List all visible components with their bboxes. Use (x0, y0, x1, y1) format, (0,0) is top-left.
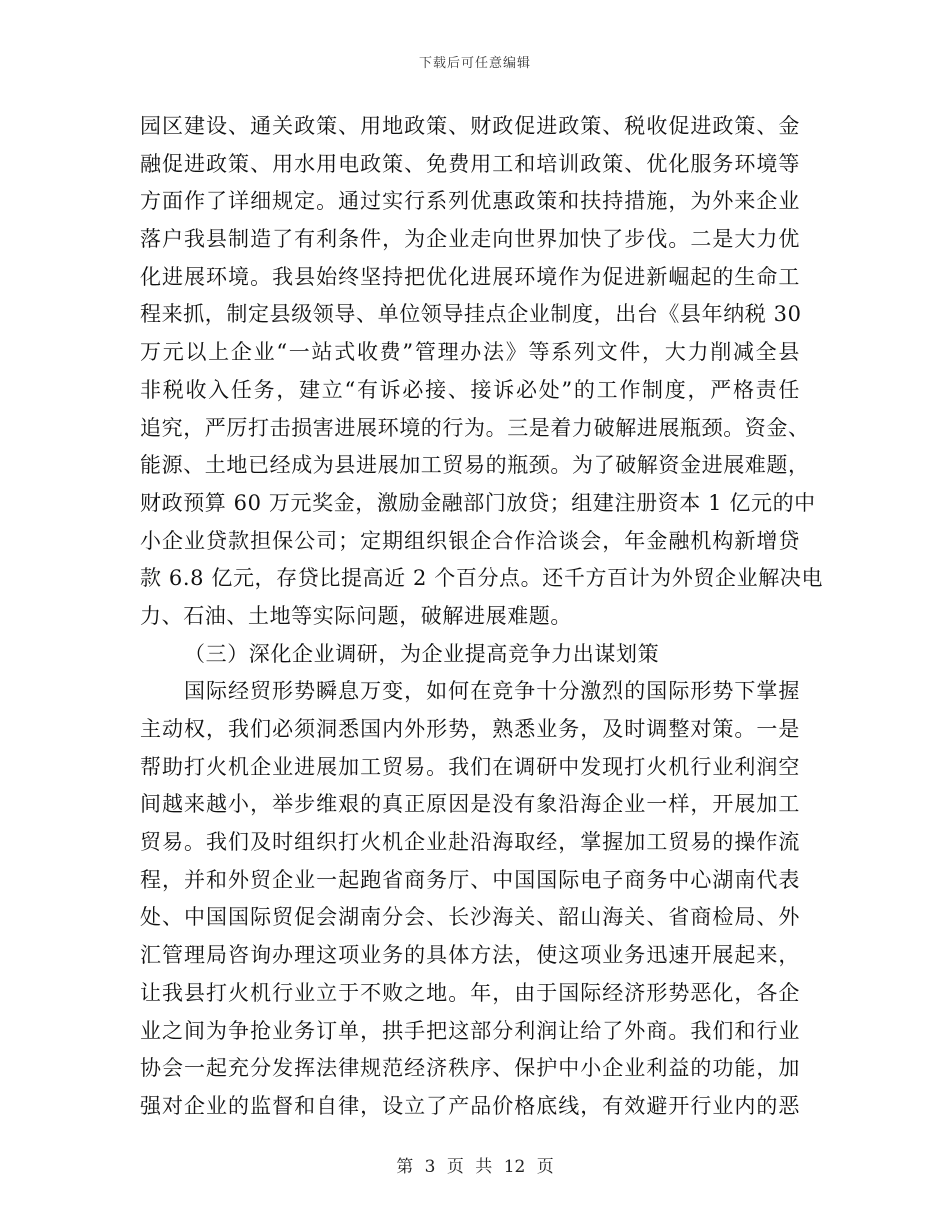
body-line: 财政预算 60 万元奖金，激励金融部门放贷；组建注册资本 1 亿元的中 (140, 490, 816, 515)
body-line: 程来抓，制定县级领导、单位领导挂点企业制度，出台《县年纳税 30 (140, 302, 802, 327)
body-line: 非税收入任务，建立“有诉必接、接诉必处”的工作制度，严格责任 (140, 377, 800, 402)
body-line: 间越来越小，举步维艰的真正原因是没有象沿海企业一样，开展加工 (140, 792, 800, 817)
body-line: 协会一起充分发挥法律规范经济秩序、保护中小企业利益的功能，加 (140, 1056, 800, 1081)
body-line: 贸易。我们及时组织打火机企业赴沿海取经，掌握加工贸易的操作流 (140, 830, 800, 855)
page-header-note: 下载后可任意编辑 (418, 56, 531, 71)
body-line: 强对企业的监督和自律，设立了产品价格底线，有效避开行业内的恶 (140, 1093, 800, 1118)
page-number-footer: 第 3 页 共 12 页 (396, 1157, 554, 1177)
body-line: 力、石油、土地等实际问题，破解进展难题。 (140, 603, 572, 628)
body-line: 追究，严厉打击损害进展环境的行为。三是着力破解进展瓶颈。资金、 (140, 415, 810, 440)
body-line: 程，并和外贸企业一起跑省商务厅、中国国际电子商务中心湖南代表 (140, 867, 800, 892)
paragraph-first-line: 国际经贸形势瞬息万变，如何在竞争十分激烈的国际形势下掌握 (184, 679, 800, 704)
body-line: 汇管理局咨询办理这项业务的具体方法，使这项业务迅速开展起来， (140, 943, 800, 968)
body-line: 方面作了详细规定。通过实行系列优惠政策和扶持措施，为外来企业 (140, 189, 800, 214)
body-line: 业之间为争抢业务订单，拱手把这部分利润让给了外商。我们和行业 (140, 1018, 800, 1043)
body-line: 能源、土地已经成为县进展加工贸易的瓶颈。为了破解资金进展难题， (140, 453, 810, 478)
body-line: 让我县打火机行业立于不败之地。年，由于国际经济形势恶化，各企 (140, 980, 800, 1005)
body-line: 主动权，我们必须洞悉国内外形势，熟悉业务，及时调整对策。一是 (140, 717, 800, 741)
body-line: 万元以上企业“一站式收费”管理办法》等系列文件，大力削减全县 (140, 340, 800, 365)
body-line: 化进展环境。我县始终坚持把优化进展环境作为促进新崛起的生命工 (140, 264, 800, 289)
body-line: 融促进政策、用水用电政策、免费用工和培训政策、优化服务环境等 (140, 151, 800, 176)
body-line: 帮助打火机企业进展加工贸易。我们在调研中发现打火机行业利润空 (140, 754, 800, 779)
document-body (140, 108, 824, 1126)
body-line: 款 6.8 亿元，存贷比提高近 2 个百分点。还千方百计为外贸企业解决电 (140, 566, 824, 591)
body-line: 处、中国国际贸促会湖南分会、长沙海关、韶山海关、省商检局、外 (140, 905, 800, 930)
body-line: 落户我县制造了有利条件，为企业走向世界加快了步伐。二是大力优 (140, 227, 800, 252)
section-heading: （三）深化企业调研，为企业提高竞争力出谋划策 (184, 641, 660, 666)
body-line: 园区建设、通关政策、用地政策、财政促进政策、税收促进政策、金 (140, 114, 800, 138)
body-line: 小企业贷款担保公司；定期组织银企合作洽谈会，年金融机构新增贷 (140, 528, 800, 553)
